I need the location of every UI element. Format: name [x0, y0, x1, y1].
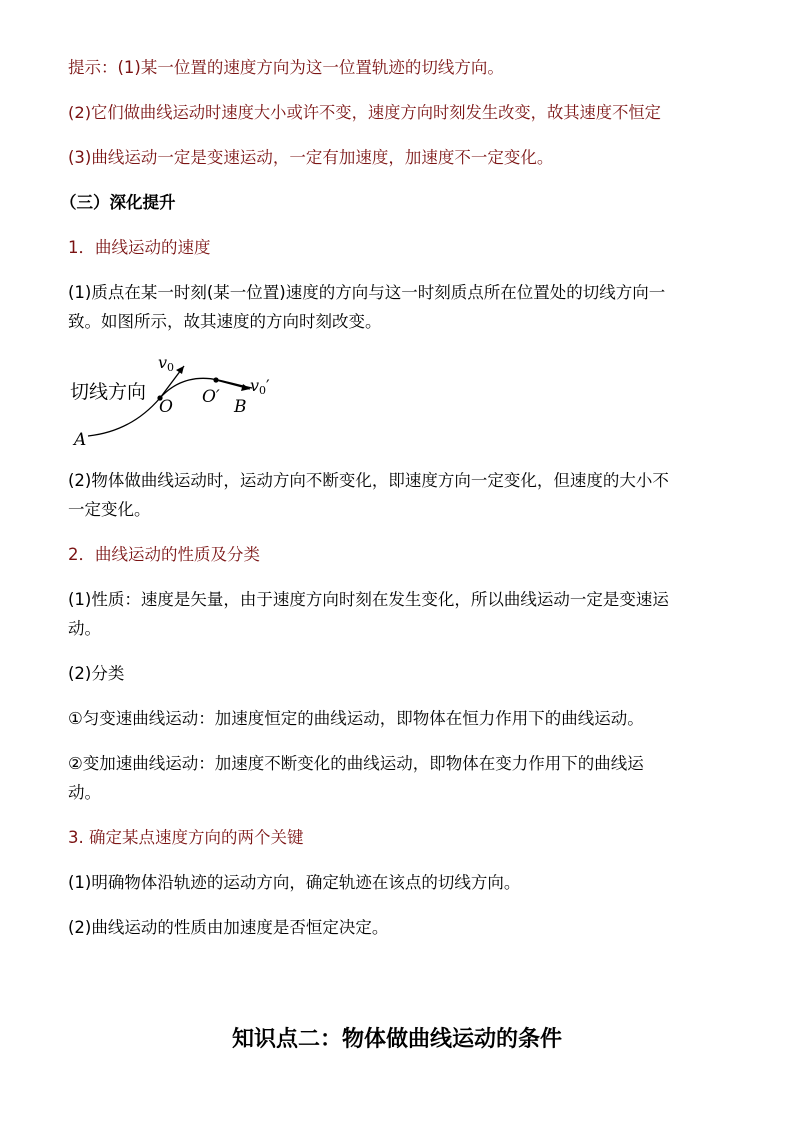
- item1-paragraph1-line2: 致。如图所示，故其速度的方向时刻改变。: [68, 312, 382, 331]
- v0-prime-symbol: v: [250, 376, 260, 395]
- hint-line-3: (3)曲线运动一定是变速运动，一定有加速度，加速度不一定变化。: [68, 148, 554, 167]
- item1-paragraph1-line1: (1)质点在某一时刻(某一位置)速度的方向与这一时刻质点所在位置处的切线方向一: [68, 283, 666, 302]
- item1-paragraph2-line1: (2)物体做曲线运动时，运动方向不断变化，即速度方向一定变化，但速度的大小不: [68, 471, 669, 490]
- item1-heading: 1．曲线运动的速度: [68, 238, 211, 257]
- v0-subscript: 0: [167, 361, 175, 374]
- point-o-prime-dot: [213, 377, 218, 382]
- point-a-label: A: [74, 430, 87, 450]
- tangent-direction-figure: [60, 352, 300, 452]
- item3-paragraph1: (1)明确物体沿轨迹的运动方向，确定轨迹在该点的切线方向。: [68, 873, 521, 892]
- velocity-v0-label: [158, 353, 174, 374]
- v0-symbol: v: [158, 353, 168, 372]
- tangent-direction-label: 切线方向: [70, 381, 147, 403]
- item3-paragraph2: (2)曲线运动的性质由加速度是否恒定决定。: [68, 918, 389, 937]
- item2-paragraph4-line1: ②变加速曲线运动：加速度不断变化的曲线运动，即物体在变力作用下的曲线运: [68, 754, 644, 773]
- item2-paragraph2: (2)分类: [68, 664, 125, 683]
- hint-line-2: (2)它们做曲线运动时速度大小或许不变，速度方向时刻发生改变，故其速度不恒定: [68, 103, 661, 122]
- item2-paragraph3: ①匀变速曲线运动：加速度恒定的曲线运动，即物体在恒力作用下的曲线运动。: [68, 709, 644, 728]
- item2-paragraph1-line1: (1)性质：速度是矢量，由于速度方向时刻在发生变化，所以曲线运动一定是变速运: [68, 590, 669, 609]
- v0-prime-mark: ′: [266, 376, 270, 395]
- item3-heading: 3. 确定某点速度方向的两个关键: [68, 828, 304, 847]
- velocity-v0-prime-label: [250, 376, 270, 397]
- item2-heading: 2．曲线运动的性质及分类: [68, 545, 260, 564]
- item2-paragraph1-line2: 动。: [68, 619, 101, 638]
- point-o-prime-label: O′: [202, 387, 220, 407]
- section-heading: （三）深化提升: [60, 193, 176, 212]
- arrowhead-o: [176, 366, 184, 374]
- item2-paragraph4-line2: 动。: [68, 783, 101, 802]
- point-b-label: B: [234, 397, 247, 417]
- hint-line-1: 提示：(1)某一位置的速度方向为这一位置轨迹的切线方向。: [68, 58, 504, 77]
- v0-prime-subscript: 0: [259, 384, 267, 397]
- section-title: 知识点二：物体做曲线运动的条件: [231, 1027, 562, 1052]
- point-o-label: O: [159, 397, 173, 417]
- item1-paragraph2-line2: 一定变化。: [68, 500, 151, 519]
